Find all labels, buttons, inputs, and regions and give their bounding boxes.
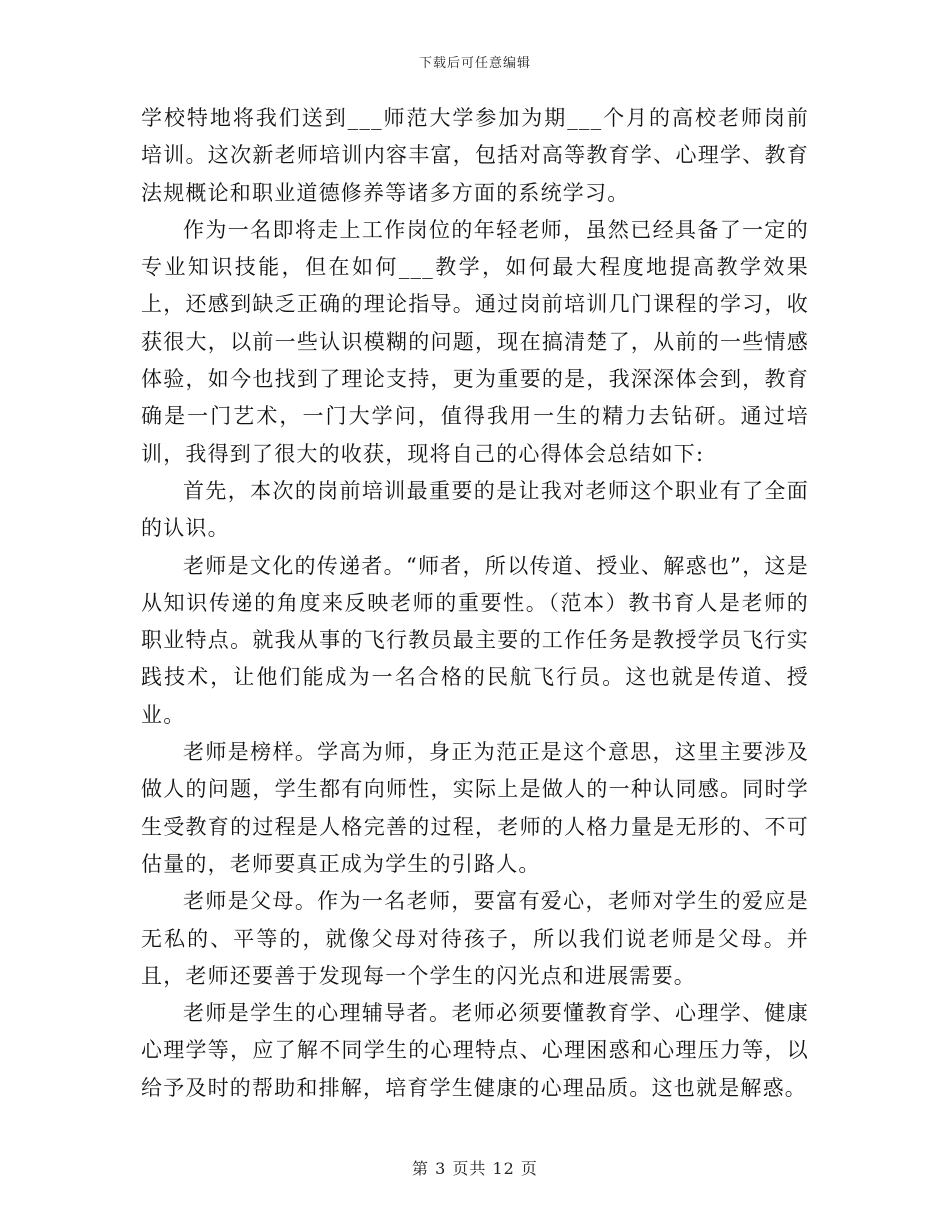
page-number: 第 3 页共 12 页 [412, 1159, 538, 1178]
paragraph: 老师是学生的心理辅导者。老师必须要懂教育学、心理学、健康心理学等，应了解不同学生的心理特点、心理困惑和心理压力等，以给予及时的帮助和排解，培育学生健康的心理品质。这也就是解惑。 [141, 1001, 809, 1100]
paragraph: 作为一名即将走上工作岗位的年轻老师，虽然已经具备了一定的专业知识技能，但在如何___教学，如何最大程度地提高教学效果上，还感到缺乏正确的理论指导。通过岗前培训几门课程的学习，收获很大，以前一些认识模糊的问题，现在搞清楚了，从前的一些情感体验，如今也找到了理论支持，更为重要的是，我深深体会到，教育确是一门艺术，一门大学问，值得我用一生的精力去钻研。通过培训，我得到了很大的收获，现将自己的心得体会总结如下: [141, 217, 809, 466]
document-body [141, 100, 809, 1107]
paragraph-continued: 学校特地将我们送到___师范大学参加为期___个月的高校老师岗前培训。这次新老师培训内容丰富，包括对高等教育学、心理学、教育法规概论和职业道德修养等诸多方面的系统学习。 [141, 106, 809, 205]
paragraph: 老师是榜样。学高为师，身正为范正是这个意思，这里主要涉及做人的问题，学生都有向师性，实际上是做人的一种认同感。同时学生受教育的过程是人格完善的过程，老师的人格力量是无形的、不可估量的，老师要真正成为学生的引路人。 [141, 740, 809, 876]
page-header: 下载后可任意编辑 [418, 56, 531, 71]
paragraph: 老师是父母。作为一名老师，要富有爱心，老师对学生的爱应是无私的、平等的，就像父母对待孩子，所以我们说老师是父母。并且，老师还要善于发现每一个学生的闪光点和进展需要。 [141, 889, 809, 988]
paragraph: 首先，本次的岗前培训最重要的是让我对老师这个职业有了全面的认识。 [141, 478, 809, 541]
paragraph: 老师是文化的传递者。“师者，所以传道、授业、解惑也”，这是从知识传递的角度来反映老师的重要性。（范本）教书育人是老师的职业特点。就我从事的飞行教员最主要的工作任务是教授学员飞行实践技术，让他们能成为一名合格的民航飞行员。这也就是传道、授业。 [141, 553, 809, 727]
